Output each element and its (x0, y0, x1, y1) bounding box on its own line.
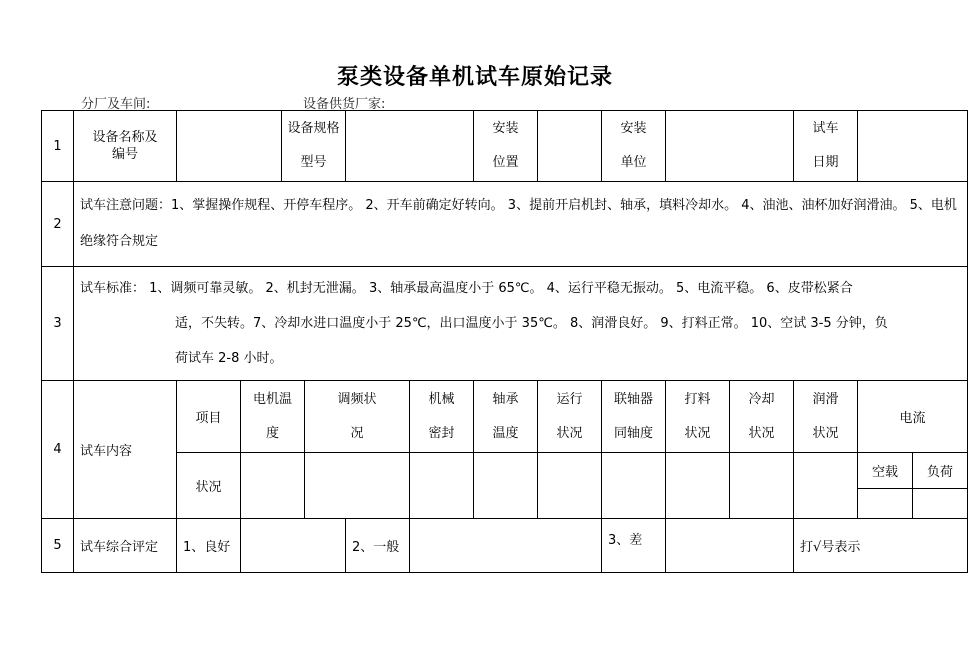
mark-note: 打√号表示 (794, 519, 968, 573)
row-index: 2 (42, 182, 74, 267)
branch-label: 分厂及车间: (81, 97, 151, 112)
load-label: 负荷 (913, 453, 968, 489)
equipment-spec-label: 设备规格 型号 (282, 111, 346, 182)
equipment-name-label: 设备名称及编号 (74, 111, 177, 182)
status-bearing-temp[interactable] (474, 453, 538, 519)
install-unit-label: 安装 单位 (602, 111, 666, 182)
col-bearing-temp: 轴承 温度 (474, 381, 538, 453)
col-frequency: 调频状 况 (305, 381, 410, 453)
col-running: 运行 状况 (538, 381, 602, 453)
standard-row (42, 267, 968, 381)
row-index: 5 (42, 519, 74, 573)
no-load-field[interactable] (858, 489, 913, 519)
page-title: 泵类设备单机试车原始记录 (336, 64, 613, 90)
option-poor-field[interactable] (666, 519, 794, 573)
option-fair: 2、一般 (346, 519, 410, 573)
supplier-label: 设备供货厂家: (303, 97, 386, 112)
col-feeding: 打料 状况 (666, 381, 730, 453)
test-notes: 试车注意问题：1、掌握操作规程、开停车程序。 2、开车前确定好转向。 3、提前开启机封、轴承，填料冷却水。 4、油池、油杯加好润滑油。 5、电机绝缘符合规定 (74, 182, 968, 267)
current-label: 电流 (858, 381, 968, 453)
option-fair-field[interactable] (410, 519, 602, 573)
equipment-info-row (42, 111, 968, 182)
standard-line-1: 试车标准： 1、调频可靠灵敏。 2、机封无泄漏。 3、轴承最高温度小于 65℃。 4、运行平稳无振动。 5、电流平稳。 6、皮带松紧合 (80, 281, 853, 296)
status-coupling[interactable] (602, 453, 666, 519)
option-poor: 3、差 (602, 519, 666, 573)
row-index: 4 (42, 381, 74, 519)
install-position-field[interactable] (538, 111, 602, 182)
test-standard (74, 267, 968, 381)
content-header-row (42, 381, 968, 453)
col-lubrication: 润滑 状况 (794, 381, 858, 453)
test-date-label: 试车 日期 (794, 111, 858, 182)
standard-line-2: 适，不失转。7、冷却水进口温度小于 25℃，出口温度小于 35℃。 8、润滑良好。 9、打料正常。 10、空试 3-5 分钟，负 (175, 316, 888, 331)
status-feeding[interactable] (666, 453, 730, 519)
col-coupling: 联轴器 同轴度 (602, 381, 666, 453)
col-motor-temp: 电机温 度 (241, 381, 305, 453)
status-lubrication[interactable] (794, 453, 858, 519)
col-cooling: 冷却 状况 (730, 381, 794, 453)
item-label: 项目 (177, 381, 241, 453)
install-position-label: 安装 位置 (474, 111, 538, 182)
status-frequency[interactable] (305, 453, 410, 519)
option-good: 1、良好 (177, 519, 241, 573)
equipment-name-field[interactable] (177, 111, 282, 182)
notes-row (42, 182, 968, 267)
no-load-label: 空载 (858, 453, 913, 489)
col-mech-seal: 机械 密封 (410, 381, 474, 453)
equipment-spec-field[interactable] (346, 111, 474, 182)
test-record-table (41, 110, 968, 573)
evaluation-row (42, 519, 968, 573)
status-running[interactable] (538, 453, 602, 519)
evaluation-label: 试车综合评定 (74, 519, 177, 573)
option-good-field[interactable] (241, 519, 346, 573)
row-index: 1 (42, 111, 74, 182)
status-cooling[interactable] (730, 453, 794, 519)
status-motor-temp[interactable] (241, 453, 305, 519)
status-mech-seal[interactable] (410, 453, 474, 519)
load-field[interactable] (913, 489, 968, 519)
content-status-row-top (42, 453, 968, 489)
standard-line-3: 荷试车 2-8 小时。 (175, 351, 283, 366)
status-label: 状况 (177, 453, 241, 519)
install-unit-field[interactable] (666, 111, 794, 182)
test-date-field[interactable] (858, 111, 968, 182)
row-index: 3 (42, 267, 74, 381)
test-content-label: 试车内容 (74, 381, 177, 519)
